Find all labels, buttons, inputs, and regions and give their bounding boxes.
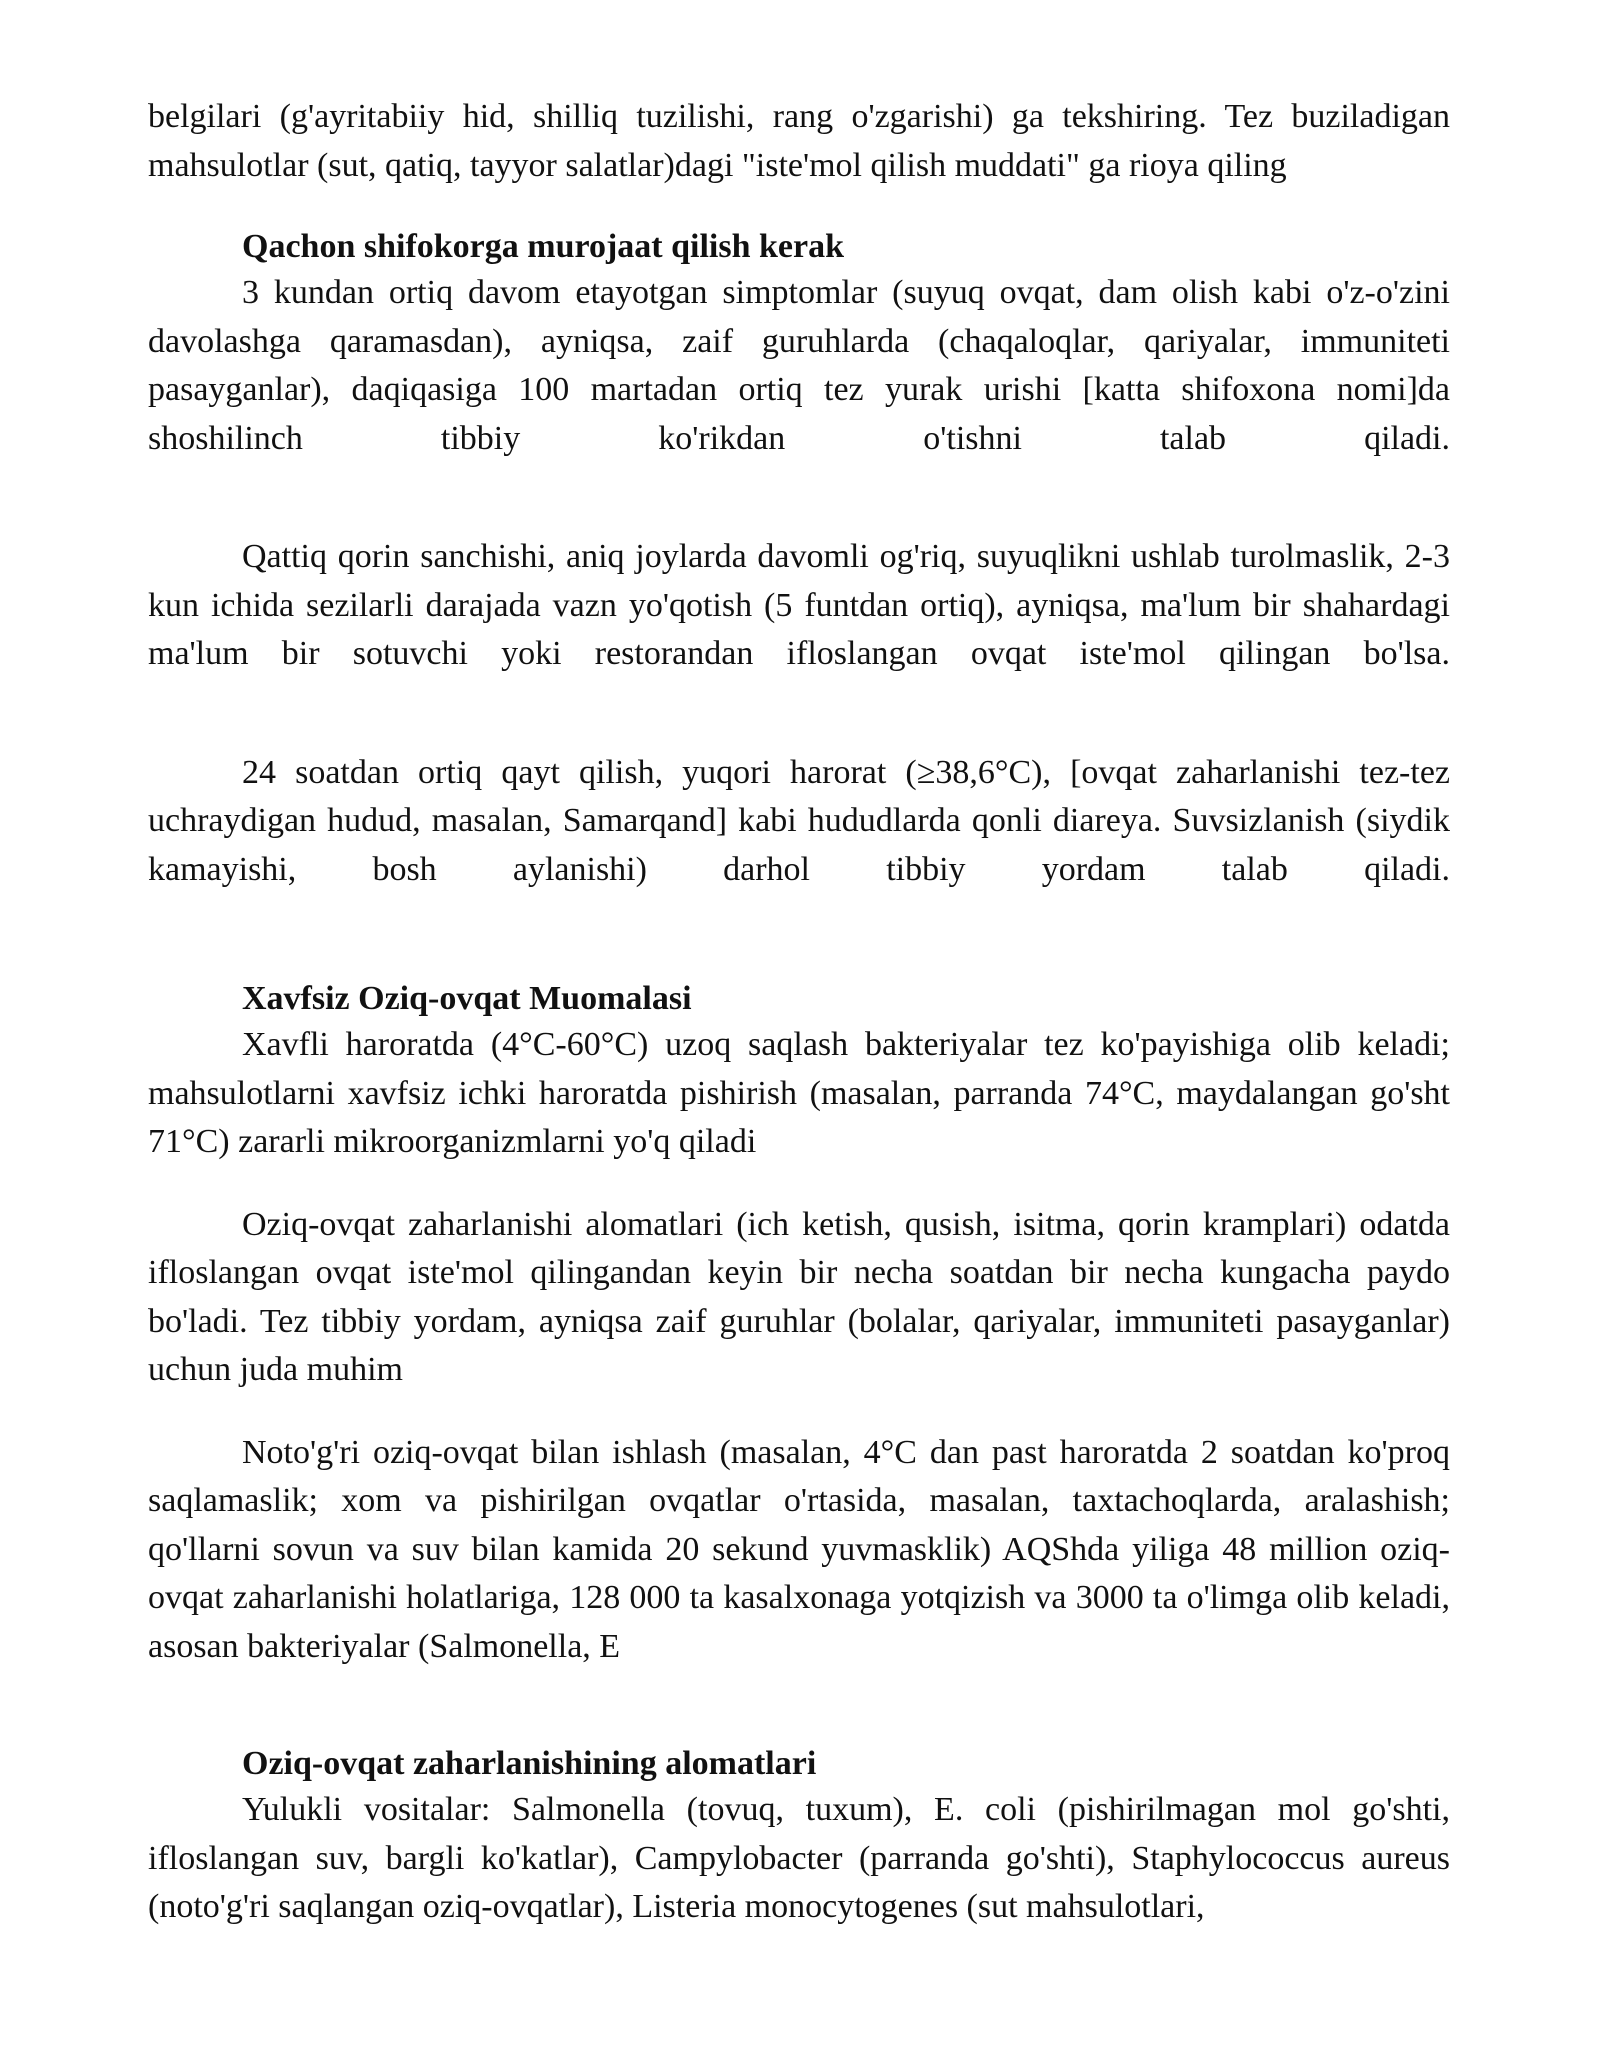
document-body bbox=[148, 93, 1450, 1932]
paragraph-dangerous-temperature: Xavfli haroratda (4°C-60°C) uzoq saqlash bakteriyalar tez ko'payishiga olib keladi; mahsulotlarni xavfsiz ichki haroratda pishirish (masalan, parranda 74°C, maydalangan go'sht 71°C) zararli mikroorganizmlarni yo'q qiladi bbox=[148, 1026, 1450, 1160]
heading-when-to-see-doctor: Qachon shifokorga murojaat qilish kerak bbox=[242, 228, 845, 265]
paragraph-abdominal-pain: Qattiq qorin sanchishi, aniq joylarda davomli og'riq, suyuqlikni ushlab turolmaslik, 2-3 kun ichida sezilarli darajada vazn yo'qotish (5 funtdan ortiq), ayniqsa, ma'lum bir shahardagi ma'lum bir sotuvchi yoki restorandan ifloslangan ovqat iste'mol qilingan bo'lsa. bbox=[148, 538, 1450, 672]
heading-safe-food-handling: Xavfsiz Oziq-ovqat Muomalasi bbox=[242, 980, 692, 1017]
spacer bbox=[148, 190, 1450, 224]
spacer bbox=[148, 894, 1450, 976]
heading-poisoning-signs: Oziq-ovqat zaharlanishining alomatlari bbox=[242, 1745, 817, 1782]
paragraph-infectious-agents: Yulukli vositalar: Salmonella (tovuq, tuxum), E. coli (pishirilmagan mol go'shti, ifloslangan suv, bargli ko'katlar), Campylobacter (parranda go'shti), Staphylococcus aureus (noto'g'ri saqlangan oziq-ovqatlar), Listeria monocytogenes (sut mahsulotlari, bbox=[148, 1791, 1450, 1925]
paragraph-poisoning-symptoms: Oziq-ovqat zaharlanishi alomatlari (ich ketish, qusish, isitma, qorin kramplari) odatda ifloslangan ovqat iste'mol qilingandan keyin bir necha soatdan bir necha kungacha paydo bo'ladi. Tez tibbiy yordam, ayniqsa zaif guruhlar (bolalar, qariyalar, immuniteti pasayganlar) uchun juda muhim bbox=[148, 1205, 1450, 1388]
paragraph-vomiting-fever: 24 soatdan ortiq qayt qilish, yuqori harorat (≥38,6°C), [ovqat zaharlanishi tez-tez uchraydigan hudud, masalan, Samarqand] kabi hududlarda qonli diareya. Suvsizlanish (siydik kamayishi, bosh aylanishi) darhol tibbiy yordam talab qiladi. bbox=[148, 753, 1450, 888]
spacer bbox=[148, 1395, 1450, 1429]
spacer bbox=[148, 679, 1450, 749]
paragraph-improper-handling: Noto'g'ri oziq-ovqat bilan ishlash (masalan, 4°C dan past haroratda 2 soatdan ko'proq saqlamaslik; xom va pishirilgan ovqatlar o'rtasida, masalan, taxtachoqlarda, aralashish; qo'llarni sovun va suv bilan kamida 20 sekund yuvmasklik) AQShda yiliga 48 million oziq-ovqat zaharlanishi holatlariga, 128 000 ta kasalxonaga yotqizish va 3000 ta o'limga olib keladi, asosan bakteriyalar (Salmonella, E bbox=[148, 1433, 1450, 1665]
spacer bbox=[148, 1671, 1450, 1741]
paragraph-food-check: belgilari (g'ayritabiiy hid, shilliq tuzilishi, rang o'zgarishi) ga tekshiring. Tez buziladigan mahsulotlar (sut, qatiq, tayyor salatlar)dagi "iste'mol qilish muddati" ga rioya qiling bbox=[148, 98, 1450, 184]
spacer bbox=[148, 1167, 1450, 1201]
spacer bbox=[148, 463, 1450, 533]
paragraph-symptoms-duration: 3 kundan ortiq davom etayotgan simptomlar (suyuq ovqat, dam olish kabi o'z-o'zini davolashga qaramasdan), ayniqsa, zaif guruhlarda (chaqaloqlar, qariyalar, immuniteti pasayganlar), daqiqasiga 100 martadan ortiq tez yurak urishi [katta shifoxona nomi]da shoshilinch tibbiy ko'rikdan o'tishni talab qiladi. bbox=[148, 274, 1450, 457]
